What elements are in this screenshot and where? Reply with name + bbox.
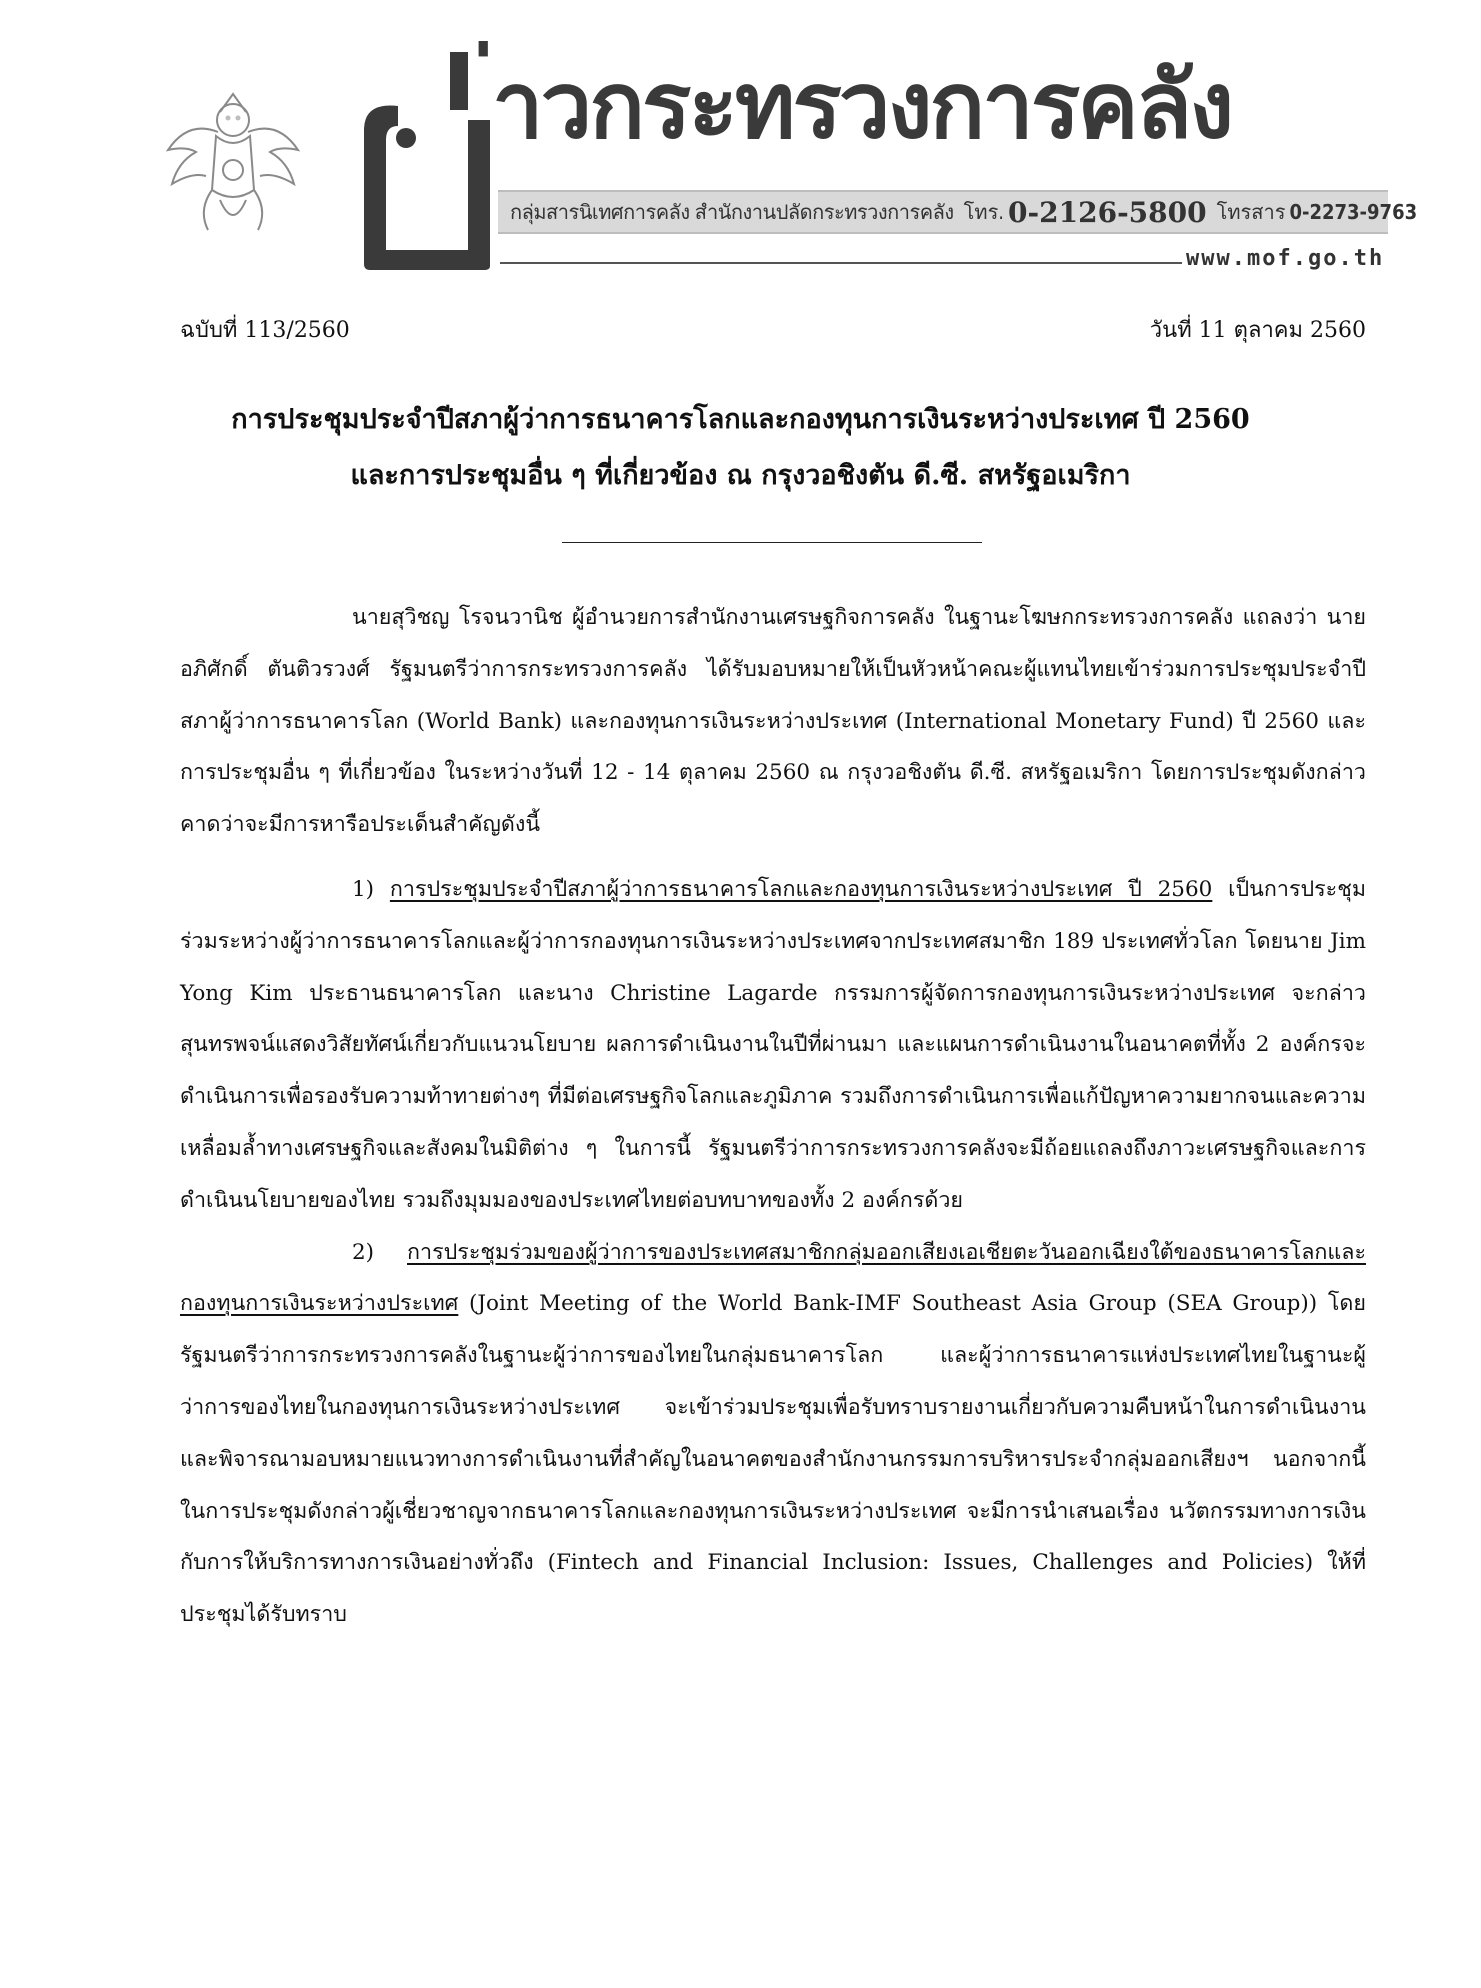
- fax-number: 0-2273-9763: [1289, 200, 1418, 224]
- masthead-big-letter-icon: [350, 50, 500, 270]
- item-2-paragraph: [180, 1227, 1366, 1641]
- issue-date: วันที่ 11 ตุลาคม 2560: [1149, 318, 1366, 343]
- item-2-text: (Joint Meeting of the World Bank-IMF Southeast Asia Group (SEA Group)) โดยรัฐมนตรีว่าการกระทรวงการคลังในฐานะผู้ว่าการของไทยในกลุ่มธนาคารโลก และผู้ว่าการธนาคารแห่งประเทศไทยในฐานะผู้ว่าการของไทยในกองทุนการเงินระหว่างประเทศ จะเข้าร่วมประชุมเพื่อรับทราบรายงานเกี่ยวกับความคืบหน้าในการดำเนินงานและพิจารณามอบหมายแนวทางการดำเนินงานที่สำคัญในอนาคตของสำนักงานกรรมการบริหารประจำกลุ่มออกเสียงฯ นอกจากนี้ ในการประชุมดังกล่าวผู้เชี่ยวชาญจากธนาคารโลกและกองทุนการเงินระหว่างประเทศ จะมีการนำเสนอเรื่อง นวัตกรรมทางการเงินกับการให้บริการทางการเงินอย่างทั่วถึง (Fintech and Financial Inclusion: Issues, Challenges and Policies) ให้ที่ประชุมได้รับทราบ: [180, 1291, 1366, 1628]
- item-2-heading: การประชุมร่วมของผู้ว่าการของประเทศสมาชิกกลุ่มออกเสียงเอเชียตะวันออกเฉียงใต้ของธนาคารโลกและกองทุนการเงินระหว่างประเทศ: [180, 1239, 1366, 1317]
- website-rule: [500, 262, 1182, 264]
- item-1-number: 1): [352, 876, 375, 902]
- document-body: [180, 592, 1366, 1641]
- title-divider: [562, 542, 982, 543]
- item-1-heading: การประชุมประจำปีสภาผู้ว่าการธนาคารโลกและกองทุนการเงินระหว่างประเทศ ปี 2560: [389, 876, 1213, 902]
- item-2-number: 2): [352, 1239, 375, 1265]
- intro-paragraph: นายสุวิชญ โรจนวานิช ผู้อำนวยการสำนักงานเศรษฐกิจการคลัง ในฐานะโฆษกกระทรวงการคลัง แถลงว่า นายอภิศักดิ์ ตันติวรวงศ์ รัฐมนตรีว่าการกระทรวงการคลัง ได้รับมอบหมายให้เป็นหัวหน้าคณะผู้แทนไทยเข้าร่วมการประชุมประจำปีสภาผู้ว่าการธนาคารโลก (World Bank) และกองทุนการเงินระหว่างประเทศ (International Monetary Fund) ปี 2560 และการประชุมอื่น ๆ ที่เกี่ยวข้อง ในระหว่างวันที่ 12 - 14 ตุลาคม 2560 ณ กรุงวอชิงตัน ดี.ซี. สหรัฐอเมริกา โดยการประชุมดังกล่าวคาดว่าจะมีการหารือประเด็นสำคัญดังนี้: [180, 605, 1366, 838]
- garuda-emblem-icon: [158, 80, 308, 240]
- website-url: www.mof.go.th: [1186, 246, 1385, 271]
- fax-label: โทรสาร: [1216, 200, 1286, 224]
- item-1-text: เป็นการประชุมร่วมระหว่างผู้ว่าการธนาคารโลกและผู้ว่าการกองทุนการเงินระหว่างประเทศจากประเทศสมาชิก 189 ประเทศทั่วโลก โดยนาย Jim Yong Kim ประธานธนาคารโลก และนาง Christine Lagarde กรรมการผู้จัดการกองทุนการเงินระหว่างประเทศ จะกล่าวสุนทรพจน์แสดงวิสัยทัศน์เกี่ยวกับแนวนโยบาย ผลการดำเนินงานในปีที่ผ่านมา และแผนการดำเนินงานในอนาคตที่ทั้ง 2 องค์กรจะดำเนินการเพื่อรองรับความท้าทายต่างๆ ที่มีต่อเศรษฐกิจโลกและภูมิภาค รวมถึงการดำเนินการเพื่อแก้ปัญหาความยากจนและความเหลื่อมล้ำทางเศรษฐกิจและสังคมในมิติต่าง ๆ ในการนี้ รัฐมนตรีว่าการกระทรวงการคลังจะมีถ้อยแถลงถึงภาวะเศรษฐกิจและการดำเนินนโยบายของไทย รวมถึงมุมมองของประเทศไทยต่อบทบาทของทั้ง 2 องค์กรด้วย: [180, 876, 1366, 1213]
- contact-bar: [498, 190, 1418, 234]
- contact-organization: กลุ่มสารนิเทศการคลัง สำนักงานปลัดกระทรวงการคลัง: [510, 200, 954, 224]
- title-line-1: การประชุมประจำปีสภาผู้ว่าการธนาคารโลกและกองทุนการเงินระหว่างประเทศ ปี 2560: [231, 404, 1250, 435]
- tel-number: 0-2126-5800: [1008, 195, 1207, 229]
- issue-number: ฉบับที่ 113/2560: [180, 318, 350, 343]
- item-1-paragraph: [180, 864, 1366, 1227]
- masthead: [150, 40, 1418, 280]
- tel-label: โทร.: [963, 200, 1005, 224]
- document-title: [150, 392, 1331, 504]
- title-line-2: และการประชุมอื่น ๆ ที่เกี่ยวข้อง ณ กรุงวอชิงตัน ดี.ซี. สหรัฐอเมริกา: [350, 460, 1131, 491]
- masthead-title: ่าวกระทรวงการคลัง: [495, 52, 1232, 159]
